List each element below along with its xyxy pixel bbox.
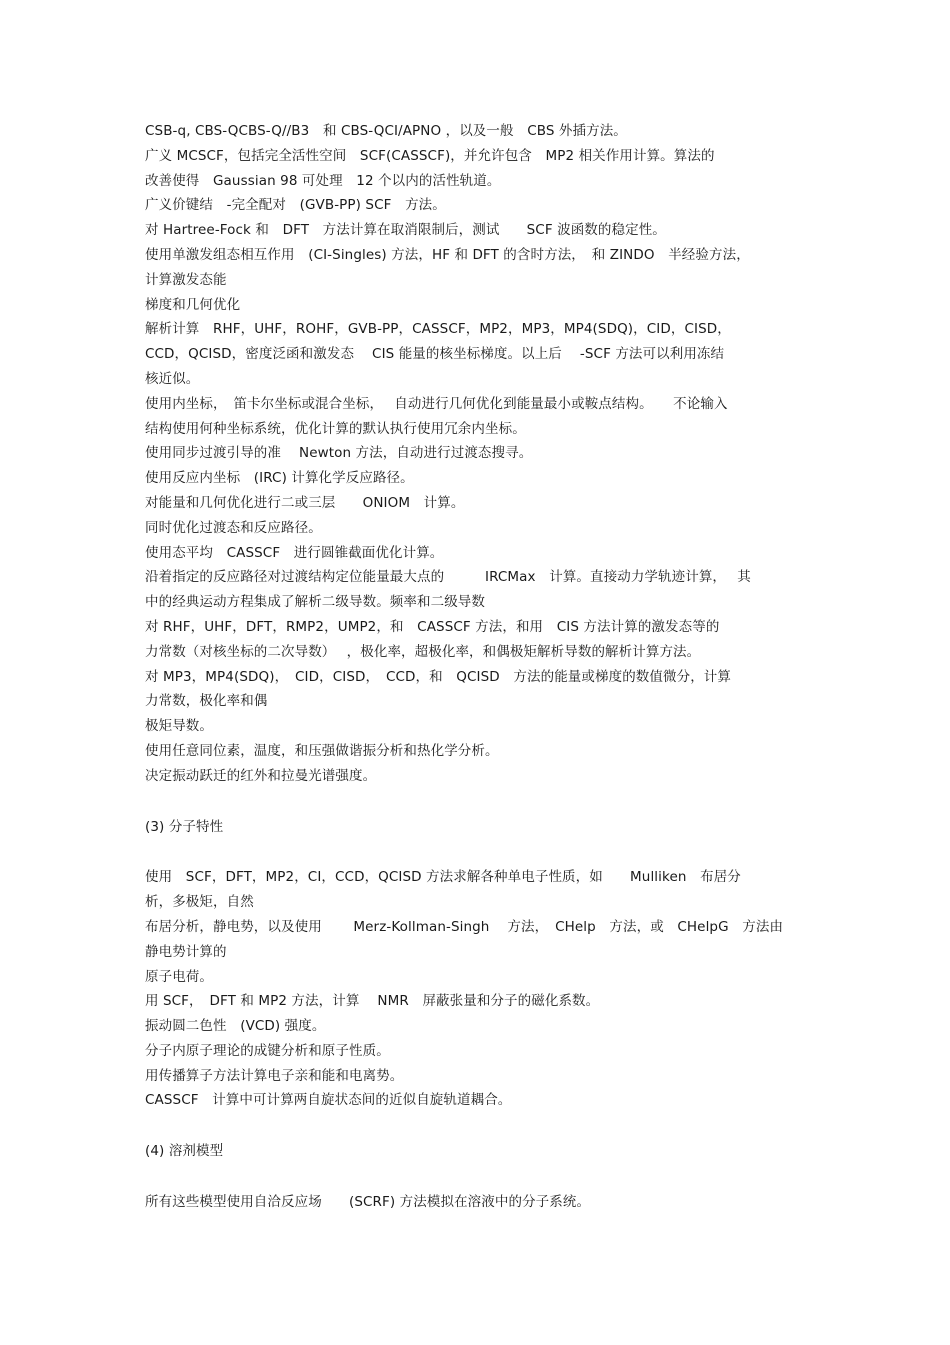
text-line: 同时优化过渡态和反应路径。 — [145, 519, 322, 536]
text-line: 梯度和几何优化 — [145, 296, 241, 313]
text-line: CSB-q, CBS-QCBS-Q//B3 和 CBS-QCI/APNO ，以及一般 CBS 外插方法。 — [145, 123, 627, 139]
section-heading-molecular-properties: (3) 分子特性 — [145, 818, 224, 835]
text-line: 布居分析，静电势，以及使用 Merz-Kollman-Singh 方法， CHelp 方法，或 CHelpG 方法由 — [145, 918, 784, 935]
text-line: 对 Hartree-Fock 和 DFT 方法计算在取消限制后，测试 SCF 波函数的稳定性。 — [145, 222, 666, 239]
text-line: 力常数，极化率和偶 — [145, 693, 268, 710]
spacer — [145, 1164, 810, 1190]
text-line: 改善使得 Gaussian 98 可处理 12 个以内的活性轨道。 — [145, 172, 501, 189]
paragraph-block-methods — [145, 119, 810, 789]
spacer — [145, 789, 810, 815]
text-line: 使用反应内坐标 (IRC) 计算化学反应路径。 — [145, 470, 414, 487]
text-line: 振动圆二色性 (VCD) 强度。 — [145, 1018, 326, 1035]
text-line: 使用任意同位素，温度，和压强做谐振分析和热化学分析。 — [145, 742, 499, 759]
text-line: 分子内原子理论的成键分析和原子性质。 — [145, 1042, 390, 1059]
text-line: 广义价键结 -完全配对 (GVB-PP) SCF 方法。 — [145, 197, 446, 214]
text-line: CCD，QCISD，密度泛函和激发态 CIS 能量的核坐标梯度。以上后 -SCF 方法可以利用冻结 — [145, 346, 725, 363]
text-line: 所有这些模型使用自洽反应场 (SCRF) 方法模拟在溶液中的分子系统。 — [145, 1194, 591, 1211]
text-line: 核近似。 — [145, 370, 200, 387]
section-heading-solvent-models: (4) 溶剂模型 — [145, 1143, 224, 1160]
text-line: 对 RHF，UHF，DFT，RMP2，UMP2，和 CASSCF 方法，和用 CIS 方法计算的激发态等的 — [145, 618, 720, 635]
text-line: 对 MP3，MP4(SDQ)， CID，CISD， CCD，和 QCISD 方法的能量或梯度的数值微分，计算 — [145, 668, 731, 685]
document-body — [145, 119, 810, 1215]
text-line: 使用内坐标， 笛卡尔坐标或混合坐标， 自动进行几何优化到能量最小或鞍点结构。 不论输入 — [145, 395, 728, 412]
text-line: 计算激发态能 — [145, 271, 227, 288]
paragraph-block-properties — [145, 865, 810, 1113]
text-line: 决定振动跃迁的红外和拉曼光谱强度。 — [145, 767, 377, 784]
text-line: CASSCF 计算中可计算两自旋状态间的近似自旋轨道耦合。 — [145, 1092, 512, 1109]
text-line: 解析计算 RHF，UHF，ROHF，GVB-PP，CASSCF，MP2，MP3，MP4(SDQ)，CID，CISD， — [145, 321, 731, 338]
text-line: 使用同步过渡引导的准 Newton 方法，自动进行过渡态搜寻。 — [145, 445, 533, 462]
text-line: 静电势计算的 — [145, 943, 227, 960]
text-line: 结构使用何种坐标系统，优化计算的默认执行使用冗余内坐标。 — [145, 420, 526, 437]
paragraph-block-solvent — [145, 1190, 810, 1215]
text-line: 广义 MCSCF，包括完全活性空间 SCF(CASSCF)，并允许包含 MP2 相关作用计算。算法的 — [145, 147, 715, 164]
text-line: 对能量和几何优化进行二或三层 ONIOM 计算。 — [145, 494, 465, 511]
text-line: 使用单激发组态相互作用 (CI-Singles) 方法，HF 和 DFT 的含时方法， 和 ZINDO 半经验方法， — [145, 246, 750, 263]
text-line: 析，多极矩，自然 — [145, 894, 254, 911]
spacer — [145, 839, 810, 865]
text-line: 沿着指定的反应路径对过渡结构定位能量最大点的 IRCMax 计算。直接动力学轨迹计算， 其 — [145, 569, 751, 586]
text-line: 用 SCF， DFT 和 MP2 方法，计算 NMR 屏蔽张量和分子的磁化系数。 — [145, 993, 600, 1010]
spacer — [145, 1113, 810, 1139]
text-line: 使用态平均 CASSCF 进行圆锥截面优化计算。 — [145, 544, 444, 561]
text-line: 极矩导数。 — [145, 718, 213, 735]
text-line: 中的经典运动方程集成了解析二级导数。频率和二级导数 — [145, 594, 485, 611]
text-line: 使用 SCF，DFT，MP2，CI，CCD，QCISD 方法求解各种单电子性质，如 Mulliken 布居分 — [145, 869, 741, 886]
text-line: 用传播算子方法计算电子亲和能和电离势。 — [145, 1067, 404, 1084]
text-line: 原子电荷。 — [145, 968, 213, 985]
text-line: 力常数（对核坐标的二次导数） ，极化率，超极化率，和偶极矩解析导数的解析计算方法。 — [145, 643, 701, 660]
